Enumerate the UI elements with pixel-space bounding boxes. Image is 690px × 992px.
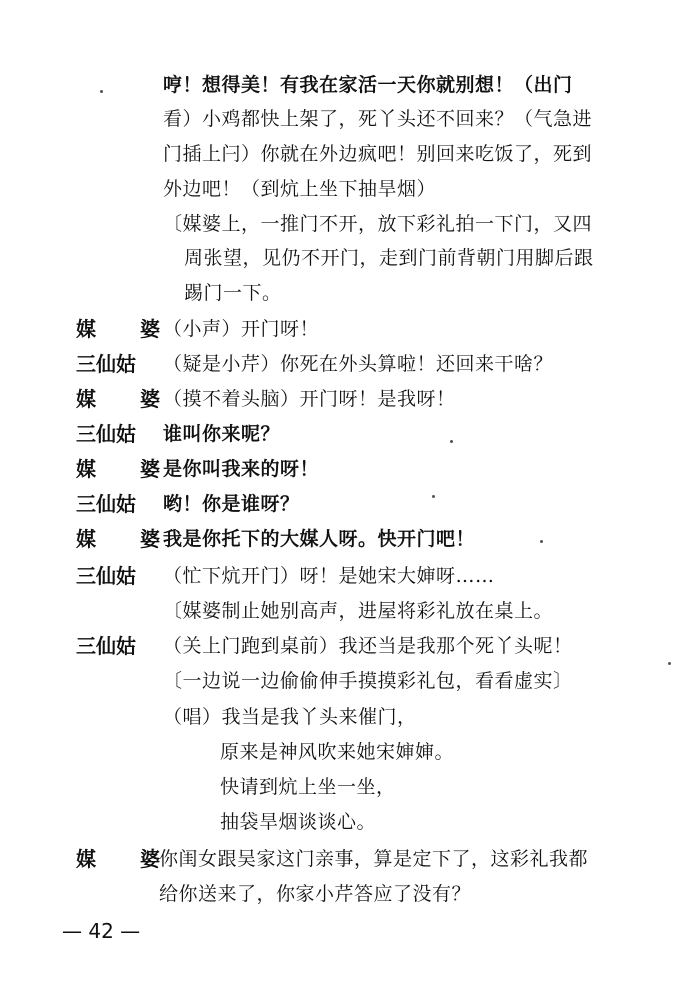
text-line: 哼！想得美！有我在家活一天你就别想！（出门 — [163, 74, 573, 96]
text-line: 外边吧！（到炕上坐下抽旱烟） — [163, 178, 437, 200]
dialogue-text: 是你叫我来的呀！ — [163, 458, 320, 480]
stage-direction-line: 踢门一下。 — [184, 282, 282, 304]
stage-direction-line: 〔一边说一边偷偷伸手摸摸彩礼包，看看虚实〕 — [163, 670, 573, 692]
dialogue-text: （小声）开门呀！ — [163, 318, 320, 340]
speaker-name: 媒 婆 — [76, 317, 172, 341]
dialogue-text: 你闺女跟吴家这门亲事，算是定下了，这彩礼我都 — [159, 848, 589, 870]
verse-line: 抽袋旱烟谈谈心。 — [220, 811, 377, 833]
speaker-name: 三仙姑 — [76, 564, 136, 588]
dialogue-text: 给你送来了，你家小芹答应了没有？ — [159, 883, 472, 905]
verse-line: 快请到炕上坐一坐， — [220, 776, 396, 798]
stage-direction-line: 〔媒婆上，一推门不开，放下彩礼拍一下门，又四 — [163, 213, 593, 235]
speaker-name: 媒 婆 — [76, 457, 172, 481]
text-line: 门插上闩）你就在外边疯吧！别回来吃饭了，死到 — [163, 143, 593, 165]
sing-line: （唱）我当是我丫头来催门， — [163, 706, 417, 728]
dialogue-text: （关上门跑到桌前）我还当是我那个死丫头呢！ — [163, 635, 573, 657]
speaker-name: 三仙姑 — [76, 352, 136, 376]
scan-speck — [100, 90, 103, 93]
dialogue-text: （摸不着头脑）开门呀！是我呀！ — [163, 388, 456, 410]
speaker-name: 媒 婆 — [76, 387, 172, 411]
scan-speck — [540, 540, 543, 543]
page-number: — 42 — — [62, 919, 141, 943]
speaker-name: 三仙姑 — [76, 634, 136, 658]
text-line: 看）小鸡都快上架了，死丫头还不回来？（气急进 — [163, 108, 593, 130]
dialogue-text: 谁叫你来呢？ — [163, 423, 281, 445]
stage-direction-line: 〔媒婆制止她别高声，进屋将彩礼放在桌上。 — [163, 600, 554, 622]
scan-speck — [668, 662, 671, 665]
dialogue-text: （忙下炕开门）呀！是她宋大婶呀…… — [163, 565, 495, 587]
speaker-name: 媒 婆 — [76, 527, 172, 551]
speaker-name: 三仙姑 — [76, 492, 136, 516]
verse-line: 原来是神风吹来她宋婶婶。 — [220, 741, 455, 763]
dialogue-text: 我是你托下的大媒人呀。快开门吧！ — [163, 528, 476, 550]
dialogue-text: （疑是小芹）你死在外头算啦！还回来干啥？ — [163, 353, 554, 375]
speaker-name: 媒 婆 — [76, 847, 172, 871]
stage-direction-line: 周张望，见仍不开门，走到门前背朝门用脚后跟 — [184, 247, 594, 269]
speaker-name: 三仙姑 — [76, 422, 136, 446]
dialogue-text: 哟！你是谁呀？ — [163, 493, 300, 515]
scan-speck — [450, 440, 453, 443]
scan-speck — [432, 495, 435, 498]
